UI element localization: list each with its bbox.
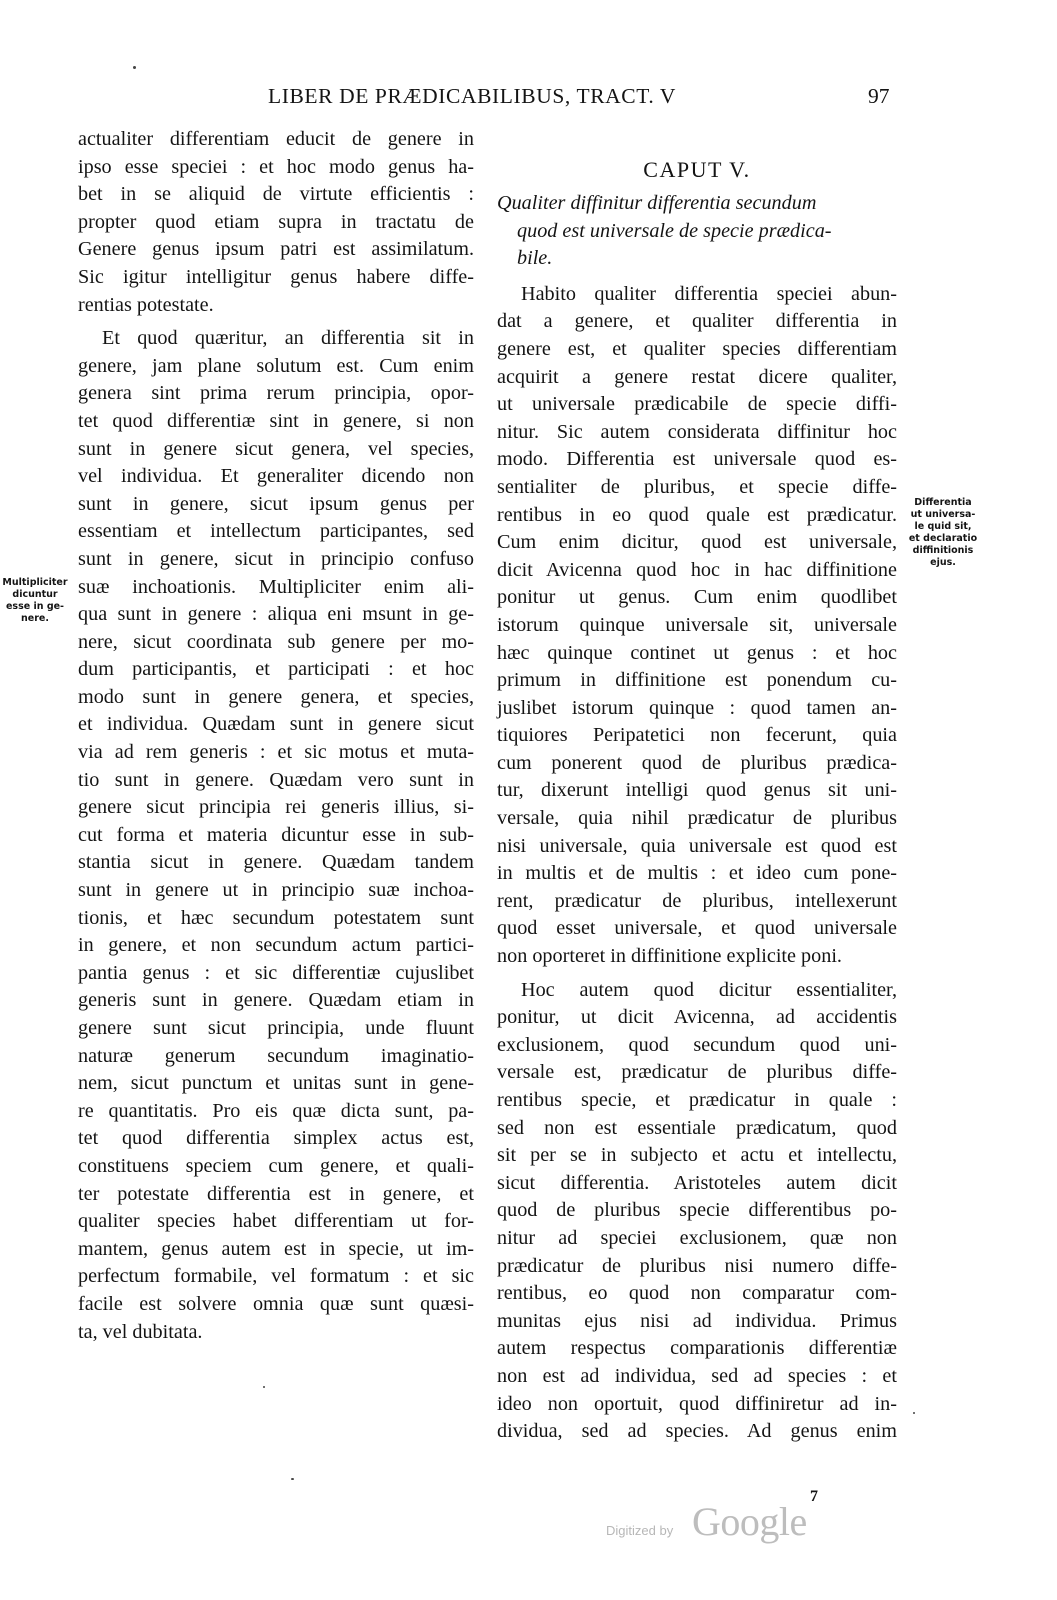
text-line: rentibus, eo quod non comparatur com-	[497, 1282, 897, 1305]
text-line: hæc quinque continet ut genus : et hoc	[497, 641, 897, 664]
ink-speck	[263, 1386, 265, 1388]
text-line: tio sunt in genere. Quædam vero sunt in	[78, 768, 474, 791]
text-line: stantia sicut in genere. Quædam tandem	[78, 851, 474, 874]
text-line: essentiam et intellectum participantes, sed	[78, 520, 474, 543]
text-line: sunt in genere, sicut in principio confuso	[78, 547, 474, 570]
chapter-subtitle	[497, 190, 897, 273]
text-line: tur, dixerunt intelligi quod genus sit uni-	[497, 779, 897, 802]
subtitle-line: bile.	[517, 247, 553, 270]
margin-note-line: le quid sit,	[914, 521, 972, 532]
text-line: Genere genus ipsum patri est assimilatum.	[78, 238, 474, 261]
text-line: non est ad individua, sed ad species : et	[497, 1364, 897, 1387]
text-line: pantia genus : et sic differentiæ cujuslibet	[78, 961, 474, 984]
text-line: qua sunt in genere : aliqua eni msunt in ge-	[78, 603, 474, 626]
text-line: quod esset universale, et quod universale	[497, 917, 897, 940]
ink-speck	[133, 66, 136, 69]
margin-note-line: ut universa-	[910, 509, 976, 520]
margin-note-right	[896, 497, 990, 569]
text-line: tet quod differentia simplex actus est,	[78, 1127, 474, 1150]
text-line: acquirit a genere restat dicere qualiter,	[497, 365, 897, 388]
page-number: 97	[868, 84, 890, 108]
text-line: non oporteret in diffinitione explicite poni.	[497, 945, 842, 968]
text-line: ipso esse speciei : et hoc modo genus ha-	[78, 155, 474, 178]
text-line: in multis et de multis : et ideo cum pone-	[497, 862, 897, 885]
text-line: vel individua. Et generaliter dicendo non	[78, 465, 474, 488]
text-line: sed non est essentiale prædicatum, quod	[497, 1116, 897, 1139]
text-line: via ad rem generis : et sic motus et muta-	[78, 741, 474, 764]
text-line: sit per se in subjecto et actu et intellectu,	[497, 1144, 897, 1167]
google-logo: Google	[692, 1499, 807, 1544]
text-line: rentibus in eo quod quale est prædicatur.	[497, 503, 897, 526]
margin-note-line: dicuntur	[12, 589, 58, 600]
chapter-title: CAPUT V.	[643, 157, 751, 182]
text-line: nem, sicut punctum et unitas sunt in gene-	[78, 1072, 474, 1095]
text-line: ta, vel dubitata.	[78, 1320, 203, 1343]
text-line: Sic igitur intelligitur genus habere diffe-	[78, 265, 474, 288]
text-line: versale est, prædicatur de pluribus diffe-	[497, 1061, 897, 1084]
running-title: LIBER DE PRÆDICABILIBUS, TRACT. V	[268, 84, 677, 108]
text-line: nitur ad speciei exclusionem, quæ non	[497, 1226, 897, 1249]
ink-speck	[291, 1478, 294, 1480]
text-line: dividua, sed ad species. Ad genus enim	[497, 1420, 897, 1443]
text-line: cut forma et materia dicuntur esse in sub-	[78, 823, 474, 846]
margin-note-line: et declaratio	[908, 533, 978, 544]
text-line: constituens speciem cum genere, et quali-	[78, 1154, 474, 1177]
text-line: versale, quia nihil prædicatur de pluribus	[497, 807, 897, 830]
left-column	[78, 126, 474, 1346]
text-line: genere, jam plane solutum est. Cum enim	[78, 354, 474, 377]
text-line: exclusionem, quod secundum quod uni-	[497, 1033, 897, 1056]
paragraph-start: Habito qualiter differentia speciei abun-	[521, 282, 897, 305]
margin-note-line: Differentia	[914, 497, 972, 508]
text-line: primum in diffinitione est ponendum cu-	[497, 669, 897, 692]
margin-note-line: ejus.	[930, 557, 956, 568]
paragraph-start: Et quod quæritur, an differentia sit in	[102, 327, 474, 350]
text-line: naturæ generum secundum imaginatio-	[78, 1044, 474, 1067]
text-line: rent, prædicatur de pluribus, intellexerunt	[497, 889, 897, 912]
running-header	[0, 84, 1057, 116]
text-line: et individua. Quædam sunt in genere sicut	[78, 713, 474, 736]
text-line: modo. Differentia est universale quod es-	[497, 448, 897, 471]
text-line: rentibus specie, et prædicatur in quale :	[497, 1089, 897, 1111]
text-line: ut universale prædicabile de specie diffi-	[497, 393, 897, 416]
text-line: suæ inchoationis. Multipliciter enim ali-	[78, 575, 474, 598]
ink-speck	[913, 1412, 915, 1414]
text-line: sicut differentia. Aristoteles autem dicit	[497, 1171, 897, 1194]
right-column	[497, 126, 897, 1446]
watermark-prefix: Digitized by	[606, 1523, 674, 1538]
text-line: genere sicut principia rei generis illius, si-	[78, 796, 474, 819]
margin-note-line: esse in ge-	[5, 601, 65, 612]
subtitle-line: Qualiter diffinitur differentia secundum	[497, 192, 817, 214]
text-line: tet quod differentiæ sint in genere, si non	[78, 409, 474, 432]
text-line: dum participantis, et participati : et hoc	[78, 658, 474, 681]
text-line: rentias potestate.	[78, 293, 214, 316]
margin-note-left	[2, 577, 68, 625]
text-line: istorum quinque universale sit, universale	[497, 613, 897, 636]
text-line: genera sint prima rerum principia, opor-	[78, 382, 474, 405]
signature-mark: 7	[810, 1488, 818, 1505]
text-line: Cum enim dicitur, quod est universale,	[497, 531, 897, 554]
text-line: propter quod etiam supra in tractatu de	[78, 210, 474, 233]
text-line: cum ponerent quod de pluribus prædica-	[497, 751, 897, 774]
text-line: genere est, et qualiter species differentiam	[497, 337, 897, 360]
text-line: actualiter differentiam educit de genere in	[78, 128, 474, 150]
text-line: nere, sicut coordinata sub genere per mo-	[78, 630, 474, 653]
text-line: re quantitatis. Pro eis quæ dicta sunt, pa-	[78, 1099, 474, 1122]
text-line: nisi universale, quia universale est quod est	[497, 834, 897, 857]
text-line: quod de pluribus specie differentibus po-	[497, 1199, 897, 1222]
text-line: mantem, genus autem est in specie, ut im-	[78, 1237, 474, 1260]
margin-note-line: diffinitionis	[912, 545, 974, 556]
text-line: sentialiter de pluribus, et specie diffe-	[497, 475, 897, 498]
text-line: genere sunt sicut principia, unde fluunt	[78, 1017, 474, 1039]
margin-note-line: nere.	[21, 613, 49, 624]
text-line: prædicatur de pluribus nisi numero diffe-	[497, 1254, 897, 1277]
text-line: modo sunt in genere genera, et species,	[78, 685, 474, 708]
text-line: ponitur ut genus. Cum enim quodlibet	[497, 586, 897, 609]
text-line: sunt in genere, sicut ipsum genus per	[78, 492, 474, 515]
text-line: qualiter species habet differentiam ut for-	[78, 1210, 474, 1233]
text-line: juslibet istorum quinque : quod tamen an-	[497, 696, 897, 719]
text-line: tiquiores Peripatetici non fecerunt, quia	[497, 724, 897, 747]
text-line: dat a genere, et qualiter differentia in	[497, 310, 897, 333]
text-line: in genere, et non secundum actum partici-	[78, 934, 474, 957]
text-line: autem respectus comparationis differentiæ	[497, 1337, 897, 1360]
text-line: ponitur, ut dicit Avicenna, ad accidentis	[497, 1006, 897, 1029]
text-line: facile est solvere omnia quæ sunt quæsi-	[78, 1292, 474, 1315]
text-line: munitas ejus nisi ad individua. Primus	[497, 1309, 897, 1332]
subtitle-line: quod est universale de specie prædica-	[517, 219, 832, 242]
text-line: dicit Avicenna quod hoc in hac diffinitione	[497, 558, 897, 581]
text-line: nitur. Sic autem considerata diffinitur hoc	[497, 420, 897, 443]
text-line: perfectum formabile, vel formatum : et sic	[78, 1265, 474, 1288]
text-line: generis sunt in genere. Quædam etiam in	[78, 989, 474, 1012]
text-line: ideo non oportuit, quod diffiniretur ad in-	[497, 1392, 897, 1415]
text-line: sunt in genere ut in principio suæ inchoa-	[78, 879, 474, 902]
text-line: bet in se aliquid de virtute efficientis :	[78, 183, 474, 206]
paragraph-start: Hoc autem quod dicitur essentialiter,	[521, 978, 897, 1001]
text-line: tionis, et hæc secundum potestatem sunt	[78, 906, 474, 929]
text-line: sunt in genere sicut genera, vel species,	[78, 437, 474, 460]
margin-note-line: Multipliciter	[2, 577, 68, 588]
text-line: ter potestate differentia est in genere, et	[78, 1182, 474, 1205]
